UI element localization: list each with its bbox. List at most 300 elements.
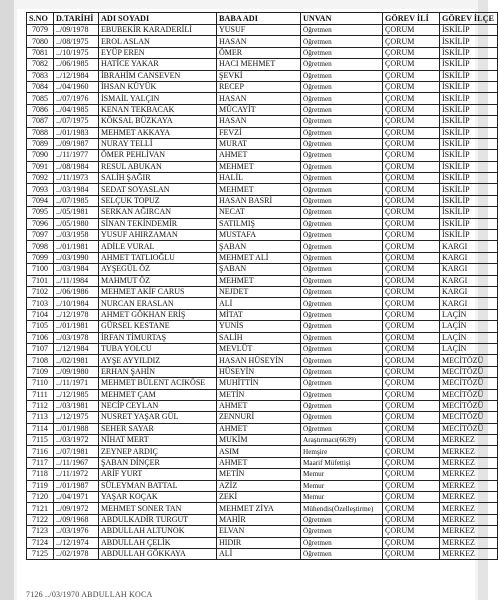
table-row bbox=[27, 548, 498, 559]
cell-full-name: MEHMET AKİF CARUS bbox=[99, 286, 217, 297]
cell-district: İSKİLİP bbox=[440, 104, 498, 115]
cell-province: ÇORUM bbox=[383, 195, 440, 206]
cell-title: Araştırmacı(6639) bbox=[301, 435, 383, 446]
cell-father-name: MURAT bbox=[217, 138, 301, 149]
cell-sno: 7094 bbox=[27, 195, 54, 206]
cell-full-name: NURAY TELLİ bbox=[99, 138, 217, 149]
cell-title: Öğretmen bbox=[301, 230, 383, 241]
cell-birth-date: ../11/1984 bbox=[54, 275, 99, 286]
cell-birth-date: ../03/1981 bbox=[54, 400, 99, 411]
cell-district: İSKİLİP bbox=[440, 161, 498, 172]
cell-province: ÇORUM bbox=[383, 435, 440, 446]
cell-title: Öğretmen bbox=[301, 343, 383, 354]
cell-birth-date: ../10/1984 bbox=[54, 298, 99, 309]
cell-father-name: MAHİR bbox=[217, 514, 301, 525]
cell-sno: 7090 bbox=[27, 150, 54, 161]
cell-sno: 7118 bbox=[27, 469, 54, 480]
cell-province: ÇORUM bbox=[383, 355, 440, 366]
cell-district: LAÇİN bbox=[440, 343, 498, 354]
cell-father-name: HIDIR bbox=[217, 537, 301, 548]
cell-title: Öğretmen bbox=[301, 116, 383, 127]
cell-birth-date: ../03/1984 bbox=[54, 184, 99, 195]
cell-birth-date: ../12/1985 bbox=[54, 389, 99, 400]
table-row bbox=[27, 423, 498, 434]
cell-province: ÇORUM bbox=[383, 116, 440, 127]
cell-province: ÇORUM bbox=[383, 286, 440, 297]
cell-sno: 7104 bbox=[27, 309, 54, 320]
cell-father-name: FEVZİ bbox=[217, 127, 301, 138]
cell-title: Öğretmen bbox=[301, 138, 383, 149]
table-row bbox=[27, 195, 498, 206]
cell-birth-date: ../11/1967 bbox=[54, 457, 99, 468]
cell-district: İSKİLİP bbox=[440, 116, 498, 127]
cell-province: ÇORUM bbox=[383, 492, 440, 503]
cell-district: İSKİLİP bbox=[440, 150, 498, 161]
table-row bbox=[27, 503, 498, 514]
cell-birth-date: ../04/1960 bbox=[54, 81, 99, 92]
cell-birth-date: ../03/1972 bbox=[54, 435, 99, 446]
cell-sno: 7122 bbox=[27, 514, 54, 525]
cell-sno: 7103 bbox=[27, 298, 54, 309]
cell-sno: 7091 bbox=[27, 161, 54, 172]
cell-sno: 7124 bbox=[27, 537, 54, 548]
cell-full-name: MAHMUT ÖZ bbox=[99, 275, 217, 286]
cell-birth-date: ../09/1972 bbox=[54, 503, 99, 514]
table-row bbox=[27, 526, 498, 537]
cell-full-name: GÜRSEL KESTANE bbox=[99, 321, 217, 332]
cell-birth-date: ../01/1987 bbox=[54, 480, 99, 491]
table-row bbox=[27, 366, 498, 377]
cell-father-name: ZENNURİ bbox=[217, 412, 301, 423]
cell-full-name: SEHER SAYAR bbox=[99, 423, 217, 434]
cell-birth-date: ../01/1981 bbox=[54, 241, 99, 252]
cell-father-name: HACI MEHMET bbox=[217, 59, 301, 70]
cell-district: MERKEZ bbox=[440, 548, 498, 559]
cell-birth-date: ../06/1985 bbox=[54, 59, 99, 70]
cell-sno: 7112 bbox=[27, 400, 54, 411]
cell-father-name: MUKİM bbox=[217, 435, 301, 446]
cell-full-name: NECİP CEYLAN bbox=[99, 400, 217, 411]
cell-province: ÇORUM bbox=[383, 184, 440, 195]
cell-sno: 7096 bbox=[27, 218, 54, 229]
cell-province: ÇORUM bbox=[383, 25, 440, 36]
cell-birth-date: ../08/1975 bbox=[54, 36, 99, 47]
cell-title: Öğretmen bbox=[301, 378, 383, 389]
cell-sno: 7099 bbox=[27, 252, 54, 263]
cell-birth-date: ../03/1976 bbox=[54, 526, 99, 537]
table-row bbox=[27, 138, 498, 149]
cell-sno: 7106 bbox=[27, 332, 54, 343]
cell-title: Öğretmen bbox=[301, 173, 383, 184]
cell-full-name: NİHAT MERT bbox=[99, 435, 217, 446]
cell-province: ÇORUM bbox=[383, 70, 440, 81]
cell-sno: 7115 bbox=[27, 435, 54, 446]
cell-father-name: MEHMET ZİYA bbox=[217, 503, 301, 514]
cell-title: Öğretmen bbox=[301, 548, 383, 559]
cell-father-name: HASAN bbox=[217, 93, 301, 104]
cell-province: ÇORUM bbox=[383, 93, 440, 104]
cell-district: KARGI bbox=[440, 286, 498, 297]
cell-father-name: MUHİTTİN bbox=[217, 378, 301, 389]
cell-district: İSKİLİP bbox=[440, 59, 498, 70]
cell-sno: 7087 bbox=[27, 116, 54, 127]
cell-province: ÇORUM bbox=[383, 252, 440, 263]
cell-full-name: ARİF YURT bbox=[99, 469, 217, 480]
cell-father-name: MEHMET bbox=[217, 161, 301, 172]
cell-sno: 7086 bbox=[27, 104, 54, 115]
cell-title: Memur bbox=[301, 469, 383, 480]
cell-father-name: AZİZ bbox=[217, 480, 301, 491]
cell-district: MERKEZ bbox=[440, 503, 498, 514]
cell-full-name: ADİLE VURAL bbox=[99, 241, 217, 252]
table-row bbox=[27, 412, 498, 423]
cell-district: İSKİLİP bbox=[440, 138, 498, 149]
cell-birth-date: ../03/1958 bbox=[54, 230, 99, 241]
cell-sno: 7081 bbox=[27, 47, 54, 58]
cell-birth-date: ../12/1975 bbox=[54, 412, 99, 423]
cell-district: MERKEZ bbox=[440, 457, 498, 468]
header-full-name: ADI SOYADI bbox=[99, 13, 217, 25]
cell-father-name: MEHMET bbox=[217, 184, 301, 195]
cell-full-name: İBRAHİM CANSEVEN bbox=[99, 70, 217, 81]
cell-province: ÇORUM bbox=[383, 275, 440, 286]
cell-full-name: SELÇUK TOPUZ bbox=[99, 195, 217, 206]
cell-father-name: AHMET bbox=[217, 150, 301, 161]
cell-father-name: ŞEVKİ bbox=[217, 70, 301, 81]
cell-father-name: ELVAN bbox=[217, 526, 301, 537]
table-header-row bbox=[27, 13, 498, 25]
table-row bbox=[27, 298, 498, 309]
cell-father-name: ŞABAN bbox=[217, 264, 301, 275]
cell-birth-date: ../04/1971 bbox=[54, 492, 99, 503]
header-sno: S.NO bbox=[27, 13, 54, 25]
cell-birth-date: ../07/1981 bbox=[54, 446, 99, 457]
cell-sno: 7093 bbox=[27, 184, 54, 195]
table-row bbox=[27, 93, 498, 104]
cell-title: Maarif Müfettişi bbox=[301, 457, 383, 468]
cell-full-name: KENAN TEKBACAK bbox=[99, 104, 217, 115]
cell-province: ÇORUM bbox=[383, 526, 440, 537]
cell-province: ÇORUM bbox=[383, 537, 440, 548]
cell-birth-date: ../02/1978 bbox=[54, 548, 99, 559]
cell-title: Öğretmen bbox=[301, 93, 383, 104]
cell-father-name: MÜCAYİT bbox=[217, 104, 301, 115]
header-father-name: BABA ADI bbox=[217, 13, 301, 25]
cell-father-name: MİTAT bbox=[217, 309, 301, 320]
table-row bbox=[27, 469, 498, 480]
cell-title: Öğretmen bbox=[301, 207, 383, 218]
cell-sno: 7079 bbox=[27, 25, 54, 36]
cell-birth-date: ../12/1984 bbox=[54, 343, 99, 354]
cell-title: Öğretmen bbox=[301, 537, 383, 548]
cell-district: İSKİLİP bbox=[440, 93, 498, 104]
cell-birth-date: ../10/1975 bbox=[54, 47, 99, 58]
cell-sno: 7107 bbox=[27, 343, 54, 354]
cell-province: ÇORUM bbox=[383, 309, 440, 320]
cell-sno: 7100 bbox=[27, 264, 54, 275]
cell-district: MERKEZ bbox=[440, 526, 498, 537]
cell-sno: 7110 bbox=[27, 378, 54, 389]
cell-full-name: EBUBEKİR KARADERİLİ bbox=[99, 25, 217, 36]
cell-full-name: NUSRET YAŞAR GÜL bbox=[99, 412, 217, 423]
cell-sno: 7089 bbox=[27, 138, 54, 149]
table-row bbox=[27, 537, 498, 548]
cell-district: İSKİLİP bbox=[440, 81, 498, 92]
page-shadow-left bbox=[0, 0, 14, 600]
cell-province: ÇORUM bbox=[383, 503, 440, 514]
cell-title: Öğretmen bbox=[301, 127, 383, 138]
cell-title: Öğretmen bbox=[301, 195, 383, 206]
table-row bbox=[27, 150, 498, 161]
cell-sno: 7098 bbox=[27, 241, 54, 252]
cell-province: ÇORUM bbox=[383, 161, 440, 172]
table-row bbox=[27, 309, 498, 320]
cell-sno: 7119 bbox=[27, 480, 54, 491]
cell-title: Öğretmen bbox=[301, 298, 383, 309]
cell-birth-date: ../11/1977 bbox=[54, 150, 99, 161]
cell-father-name: ZEKİ bbox=[217, 492, 301, 503]
cell-province: ÇORUM bbox=[383, 343, 440, 354]
cell-district: MERKEZ bbox=[440, 446, 498, 457]
cell-father-name: SATILMIŞ bbox=[217, 218, 301, 229]
cell-father-name: YUNİS bbox=[217, 321, 301, 332]
cell-full-name: NURCAN ERASLAN bbox=[99, 298, 217, 309]
cell-full-name: ERHAN ŞAHİN bbox=[99, 366, 217, 377]
cell-district: İSKİLİP bbox=[440, 47, 498, 58]
cell-full-name: İHSAN KÜYÜK bbox=[99, 81, 217, 92]
cell-birth-date: ../03/1984 bbox=[54, 264, 99, 275]
cell-district: LAÇİN bbox=[440, 309, 498, 320]
table-row bbox=[27, 81, 498, 92]
cell-birth-date: ../04/1985 bbox=[54, 104, 99, 115]
cell-father-name: AHMET bbox=[217, 400, 301, 411]
cell-district: İSKİLİP bbox=[440, 25, 498, 36]
cell-district: LAÇİN bbox=[440, 321, 498, 332]
cell-sno: 7088 bbox=[27, 127, 54, 138]
cell-sno: 7121 bbox=[27, 503, 54, 514]
cell-full-name: ABDULLAH ÇELİK bbox=[99, 537, 217, 548]
cell-father-name: METİN bbox=[217, 389, 301, 400]
cell-district: KARGI bbox=[440, 264, 498, 275]
cell-full-name: İSMAİL YALÇIN bbox=[99, 93, 217, 104]
cell-district: KARGI bbox=[440, 275, 498, 286]
table-row bbox=[27, 400, 498, 411]
cell-province: ÇORUM bbox=[383, 480, 440, 491]
cell-district: MERKEZ bbox=[440, 469, 498, 480]
cell-province: ÇORUM bbox=[383, 36, 440, 47]
cell-title: Öğretmen bbox=[301, 241, 383, 252]
cell-title: Öğretmen bbox=[301, 36, 383, 47]
cell-full-name: SALİH ŞAĞIR bbox=[99, 173, 217, 184]
cell-district: İSKİLİP bbox=[440, 36, 498, 47]
cell-province: ÇORUM bbox=[383, 264, 440, 275]
header-district: GÖREV İLÇE bbox=[440, 13, 498, 25]
cell-province: ÇORUM bbox=[383, 446, 440, 457]
cell-title: Öğretmen bbox=[301, 218, 383, 229]
cell-full-name: AHMET TATLIOĞLU bbox=[99, 252, 217, 263]
cell-full-name: MEHMET BÜLENT ACIKÖSE bbox=[99, 378, 217, 389]
cell-birth-date: ../07/1976 bbox=[54, 93, 99, 104]
table-row bbox=[27, 230, 498, 241]
cell-father-name: HÜSEYİN bbox=[217, 366, 301, 377]
cell-father-name: YUSUF bbox=[217, 25, 301, 36]
cell-province: ÇORUM bbox=[383, 548, 440, 559]
header-title: UNVAN bbox=[301, 13, 383, 25]
cell-title: Öğretmen bbox=[301, 526, 383, 537]
cell-district: İSKİLİP bbox=[440, 230, 498, 241]
cell-full-name: EROL ASLAN bbox=[99, 36, 217, 47]
cell-full-name: SERKAN AĞIRCAN bbox=[99, 207, 217, 218]
cell-district: İSKİLİP bbox=[440, 218, 498, 229]
cell-province: ÇORUM bbox=[383, 457, 440, 468]
cell-full-name: RESUL ABUKAN bbox=[99, 161, 217, 172]
table-row bbox=[27, 264, 498, 275]
cell-district: MERKEZ bbox=[440, 435, 498, 446]
cell-district: İSKİLİP bbox=[440, 184, 498, 195]
cell-sno: 7083 bbox=[27, 70, 54, 81]
cell-birth-date: ../12/1974 bbox=[54, 537, 99, 548]
cell-province: ÇORUM bbox=[383, 400, 440, 411]
cell-birth-date: ../09/1987 bbox=[54, 138, 99, 149]
table-row bbox=[27, 446, 498, 457]
cell-birth-date: ../03/1990 bbox=[54, 252, 99, 263]
cell-title: Öğretmen bbox=[301, 286, 383, 297]
table-row bbox=[27, 173, 498, 184]
table-row bbox=[27, 332, 498, 343]
table-row bbox=[27, 207, 498, 218]
cell-sno: 7123 bbox=[27, 526, 54, 537]
cell-full-name: HATİCE YAKAR bbox=[99, 59, 217, 70]
cell-province: ÇORUM bbox=[383, 389, 440, 400]
cell-birth-date: ../05/1981 bbox=[54, 207, 99, 218]
cell-sno: 7111 bbox=[27, 389, 54, 400]
cell-birth-date: ../11/1973 bbox=[54, 173, 99, 184]
cell-district: MECİTÖZÜ bbox=[440, 378, 498, 389]
cell-district: MERKEZ bbox=[440, 514, 498, 525]
cell-sno: 7125 bbox=[27, 548, 54, 559]
cell-father-name: SALİH bbox=[217, 332, 301, 343]
cell-sno: 7085 bbox=[27, 93, 54, 104]
cell-father-name: RECEP bbox=[217, 81, 301, 92]
cell-father-name: HASAN bbox=[217, 116, 301, 127]
table-row bbox=[27, 389, 498, 400]
cell-province: ÇORUM bbox=[383, 104, 440, 115]
cell-province: ÇORUM bbox=[383, 514, 440, 525]
cell-father-name: AHMET bbox=[217, 457, 301, 468]
cell-province: ÇORUM bbox=[383, 298, 440, 309]
cell-father-name: MEVLÜT bbox=[217, 343, 301, 354]
cut-off-row bbox=[26, 588, 473, 600]
cell-title: Öğretmen bbox=[301, 252, 383, 263]
table-row bbox=[27, 47, 498, 58]
cell-sno: 7120 bbox=[27, 492, 54, 503]
cell-title: Öğretmen bbox=[301, 412, 383, 423]
cell-full-name: MEHMET ÇAM bbox=[99, 389, 217, 400]
table-row bbox=[27, 59, 498, 70]
cell-province: ÇORUM bbox=[383, 412, 440, 423]
cell-district: İSKİLİP bbox=[440, 195, 498, 206]
table-row bbox=[27, 116, 498, 127]
cell-title: Memur bbox=[301, 480, 383, 491]
cell-title: Öğretmen bbox=[301, 25, 383, 36]
cell-full-name: ZEYNEP ARDIÇ bbox=[99, 446, 217, 457]
table-row bbox=[27, 25, 498, 36]
cell-father-name: HASAN HÜSEYİN bbox=[217, 355, 301, 366]
cell-full-name: ŞABAN DİNÇER bbox=[99, 457, 217, 468]
cell-district: MECİTÖZÜ bbox=[440, 423, 498, 434]
cell-birth-date: ../03/1978 bbox=[54, 332, 99, 343]
cell-district: MERKEZ bbox=[440, 480, 498, 491]
cell-title: Öğretmen bbox=[301, 264, 383, 275]
cell-district: KARGI bbox=[440, 298, 498, 309]
cell-title: Öğretmen bbox=[301, 309, 383, 320]
cell-province: ÇORUM bbox=[383, 150, 440, 161]
table-row bbox=[27, 514, 498, 525]
cell-title: Öğretmen bbox=[301, 150, 383, 161]
cell-sno: 7097 bbox=[27, 230, 54, 241]
cell-province: ÇORUM bbox=[383, 230, 440, 241]
personnel-table bbox=[26, 12, 498, 560]
cell-province: ÇORUM bbox=[383, 127, 440, 138]
cell-province: ÇORUM bbox=[383, 378, 440, 389]
cell-district: MECİTÖZÜ bbox=[440, 412, 498, 423]
table-row bbox=[27, 275, 498, 286]
cell-title: Hemşire bbox=[301, 446, 383, 457]
table-row bbox=[27, 241, 498, 252]
cell-province: ÇORUM bbox=[383, 241, 440, 252]
header-province: GÖREV İLİ bbox=[383, 13, 440, 25]
cell-district: İSKİLİP bbox=[440, 127, 498, 138]
cell-father-name: HALİL bbox=[217, 173, 301, 184]
cell-full-name: ABDULLAH GÖKKAYA bbox=[99, 548, 217, 559]
cell-birth-date: ../09/1968 bbox=[54, 514, 99, 525]
table-row bbox=[27, 457, 498, 468]
cell-sno: 7114 bbox=[27, 423, 54, 434]
cell-district: İSKİLİP bbox=[440, 70, 498, 81]
header-birth-date: D.TARİHİ bbox=[54, 13, 99, 25]
cell-province: ÇORUM bbox=[383, 321, 440, 332]
cell-sno: 7113 bbox=[27, 412, 54, 423]
table-row bbox=[27, 252, 498, 263]
cell-district: KARGI bbox=[440, 252, 498, 263]
cell-birth-date: ../05/1980 bbox=[54, 218, 99, 229]
cell-title: Memur bbox=[301, 492, 383, 503]
table-row bbox=[27, 492, 498, 503]
cell-title: Öğretmen bbox=[301, 321, 383, 332]
cell-full-name: TUBA YOLCU bbox=[99, 343, 217, 354]
cell-district: MERKEZ bbox=[440, 492, 498, 503]
cell-father-name: HASAN bbox=[217, 36, 301, 47]
cell-full-name: MEHMET AKKAYA bbox=[99, 127, 217, 138]
table-row bbox=[27, 355, 498, 366]
cell-birth-date: ../09/1978 bbox=[54, 25, 99, 36]
cell-title: Öğretmen bbox=[301, 275, 383, 286]
cell-province: ÇORUM bbox=[383, 218, 440, 229]
cell-full-name: SEDAT SOYASLAN bbox=[99, 184, 217, 195]
table-row bbox=[27, 161, 498, 172]
cell-birth-date: ../09/1980 bbox=[54, 366, 99, 377]
cell-title: Mühendis(Özelleştirme) bbox=[301, 503, 383, 514]
table-row bbox=[27, 70, 498, 81]
cell-father-name: ŞABAN bbox=[217, 241, 301, 252]
cell-father-name: ALİ bbox=[217, 298, 301, 309]
cell-title: Öğretmen bbox=[301, 423, 383, 434]
cell-sno: 7109 bbox=[27, 366, 54, 377]
cell-birth-date: ../01/1983 bbox=[54, 127, 99, 138]
cell-title: Öğretmen bbox=[301, 389, 383, 400]
cell-full-name: ÖMER PEHLİVAN bbox=[99, 150, 217, 161]
cell-title: Öğretmen bbox=[301, 47, 383, 58]
